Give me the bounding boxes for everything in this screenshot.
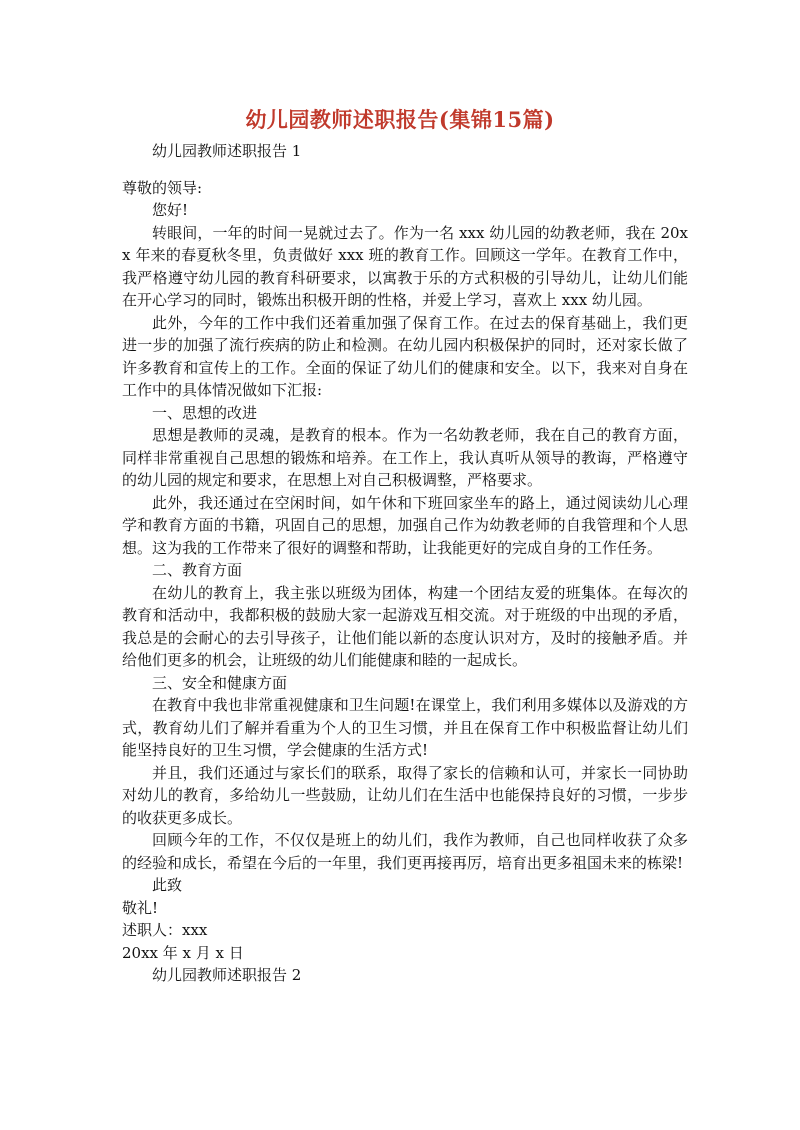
section-heading-safety: 三、安全和健康方面: [152, 673, 288, 692]
section-paragraph: 思想是教师的灵魂，是教育的根本。作为一名幼教老师，我在自己的教育方面，同样非常重视自己思想的锻炼和培养。在工作上，我认真听从领导的教诲，严格遵守的幼儿园的规定和要求，在思想上对自己积极调整，严格要求。: [122, 426, 688, 489]
section-paragraph: 在幼儿的教育上，我主张以班级为团体，构建一个团结友爱的班集体。在每次的教育和活动中，我都积极的鼓励大家一起游戏互相交流。对于班级的中出现的矛盾，我总是的会耐心的去引导孩子，让他们能以新的态度认识对方，及时的接触矛盾。并给他们更多的机会，让班级的幼儿们能健康和睦的一起成长。: [122, 583, 688, 669]
closing-line: 此致: [152, 876, 183, 894]
regards-line: 敬礼!: [122, 898, 159, 917]
date-line: 20xx 年 x 月 x 日: [122, 943, 244, 962]
document-title: 幼儿园教师述职报告(集锦15篇): [245, 107, 555, 132]
section-paragraph: 此外，我还通过在空闲时间，如午休和下班回家坐车的路上，通过阅读幼儿心理学和教育方面的书籍，巩固自己的思想，加强自己作为幼教老师的自我管理和个人思想。这为我的工作带来了很好的调整和帮助，让我能更好的完成自身的工作任务。: [122, 493, 688, 557]
section-paragraph: 并且，我们还通过与家长们的联系，取得了家长的信赖和认可，并家长一同协助对幼儿的教育，多给幼儿一些鼓励，让幼儿们在生活中也能保持良好的习惯，一步步的收获更多成长。: [122, 763, 688, 827]
section-heading-thought: 一、思想的改进: [152, 403, 258, 422]
intro-paragraph: 转眼间，一年的时间一晃就过去了。作为一名 xxx 幼儿园的幼教老师，我在 20xx 年来的春夏秋冬里，负责做好 xxx 班的教育工作。回顾这一学年。在教育工作中，我严格遵守幼儿园的教育科研要求，以寓教于乐的方式积极的引导幼儿，让幼儿们能在开心学习的同时，锻炼出积极开朗的性格，并爱上学习，喜欢上 xxx 幼儿园。: [122, 223, 688, 309]
greeting: 您好!: [152, 201, 189, 219]
section-paragraph: 在教育中我也非常重视健康和卫生问题!在课堂上，我们利用多媒体以及游戏的方式，教育幼儿们了解并看重为个人的卫生习惯，并且在保育工作中积极监督让幼儿们能坚持良好的卫生习惯，学会健康的生活方式!: [122, 696, 688, 759]
reporter-line: 述职人：xxx: [122, 921, 208, 939]
intro-paragraph: 此外，今年的工作中我们还着重加强了保育工作。在过去的保育基础上，我们更进一步的加强了流行疾病的防止和检测。在幼儿园内积极保护的同时，还对家长做了许多教育和宣传上的工作。全面的保证了幼儿们的健康和安全。以下，我来对自身在工作中的具体情况做如下汇报:: [122, 313, 688, 399]
report-2-heading: 幼儿园教师述职报告 2: [152, 966, 302, 984]
section-heading-education: 二、教育方面: [152, 561, 243, 579]
report-1-heading: 幼儿园教师述职报告 1: [152, 142, 302, 160]
salutation: 尊敬的领导:: [122, 178, 203, 197]
document-body: [122, 140, 688, 987]
section-paragraph: 回顾今年的工作，不仅仅是班上的幼儿们，我作为教师，自己也同样收获了众多的经验和成长，希望在今后的一年里，我们更再接再厉，培育出更多祖国未来的栋梁!: [122, 831, 688, 872]
